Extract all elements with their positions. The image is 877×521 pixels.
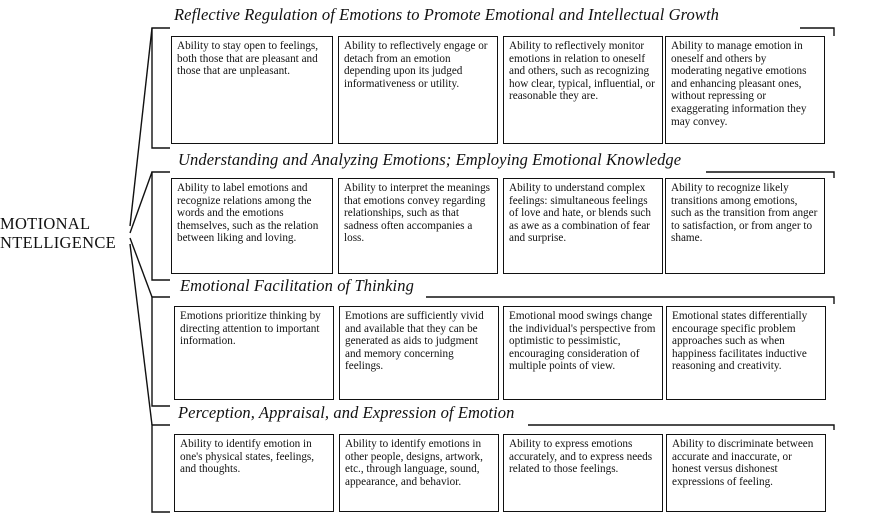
branch-3-title: Emotional Facilitation of Thinking <box>180 276 414 295</box>
branch-2-ability-1: Ability to label emotions and recognize relations among the words and the emotions themselves, such as the relation between liking and loving. <box>171 178 333 274</box>
fan-line-4 <box>130 244 152 425</box>
branch-1-ability-2: Ability to reflectively engage or detach from an emotion depending upon its judged informativeness or utility. <box>338 36 498 144</box>
branch-3-ability-2: Emotions are sufficiently vivid and available that they can be generated as aids to judgment and memory concerning feelings. <box>339 306 499 400</box>
branch-4-ability-4: Ability to discriminate between accurate and inaccurate, or honest versus dishonest expressions of feeling. <box>666 434 826 512</box>
branch-4-right-end <box>528 425 834 430</box>
branch-3-bracket <box>152 297 170 406</box>
branch-1-ability-1: Ability to stay open to feelings, both those that are pleasant and those that are unpleasant. <box>171 36 333 144</box>
branch-4-bracket <box>152 425 170 512</box>
branch-3-ability-3: Emotional mood swings change the individual's perspective from optimistic to pessimistic, encouraging consideration of multiple points of view. <box>503 306 663 400</box>
branch-1-bracket <box>152 28 170 148</box>
root-label-line-1: MOTIONAL <box>0 214 91 233</box>
branch-4-title: Perception, Appraisal, and Expression of Emotion <box>178 403 515 422</box>
branch-3-ability-1: Emotions prioritize thinking by directing attention to important information. <box>174 306 334 400</box>
branch-1-right-end <box>800 28 834 36</box>
branch-4-ability-2: Ability to identify emotions in other people, designs, artwork, etc., through language, sound, appearance, and behavior. <box>339 434 499 512</box>
branch-4-ability-3: Ability to express emotions accurately, and to express needs related to those feelings. <box>503 434 663 512</box>
branch-4-ability-1: Ability to identify emotion in one's physical states, feelings, and thoughts. <box>174 434 334 512</box>
branch-3-ability-4: Emotional states differentially encourage specific problem approaches such as when happiness facilitates inductive reasoning and creativity. <box>666 306 826 400</box>
branch-2-bracket <box>152 172 170 280</box>
branch-2-ability-3: Ability to understand complex feelings: simultaneous feelings of love and hate, or blends such as awe as a combination of fear and surprise. <box>503 178 663 274</box>
branch-2-ability-2: Ability to interpret the meanings that emotions convey regarding relationships, such as that sadness often accompanies a loss. <box>338 178 498 274</box>
branch-1-title: Reflective Regulation of Emotions to Promote Emotional and Intellectual Growth <box>174 5 720 24</box>
branch-3-right-end <box>426 297 834 304</box>
branch-2-ability-4: Ability to recognize likely transitions among emotions, such as the transition from anger to satisfaction, or from anger to shame. <box>665 178 825 274</box>
branch-2-title: Understanding and Analyzing Emotions; Employing Emotional Knowledge <box>178 150 682 169</box>
fan-line-1 <box>130 28 152 226</box>
branch-1-ability-4: Ability to manage emotion in oneself and others by moderating negative emotions and enhancing pleasant ones, without repressing or exaggerating information they may convey. <box>665 36 825 144</box>
root-label-line-2: NTELLIGENCE <box>0 233 117 252</box>
branch-1-ability-3: Ability to reflectively monitor emotions in relation to oneself and others, such as recognizing how clear, typical, influential, or reasonable they are. <box>503 36 663 144</box>
